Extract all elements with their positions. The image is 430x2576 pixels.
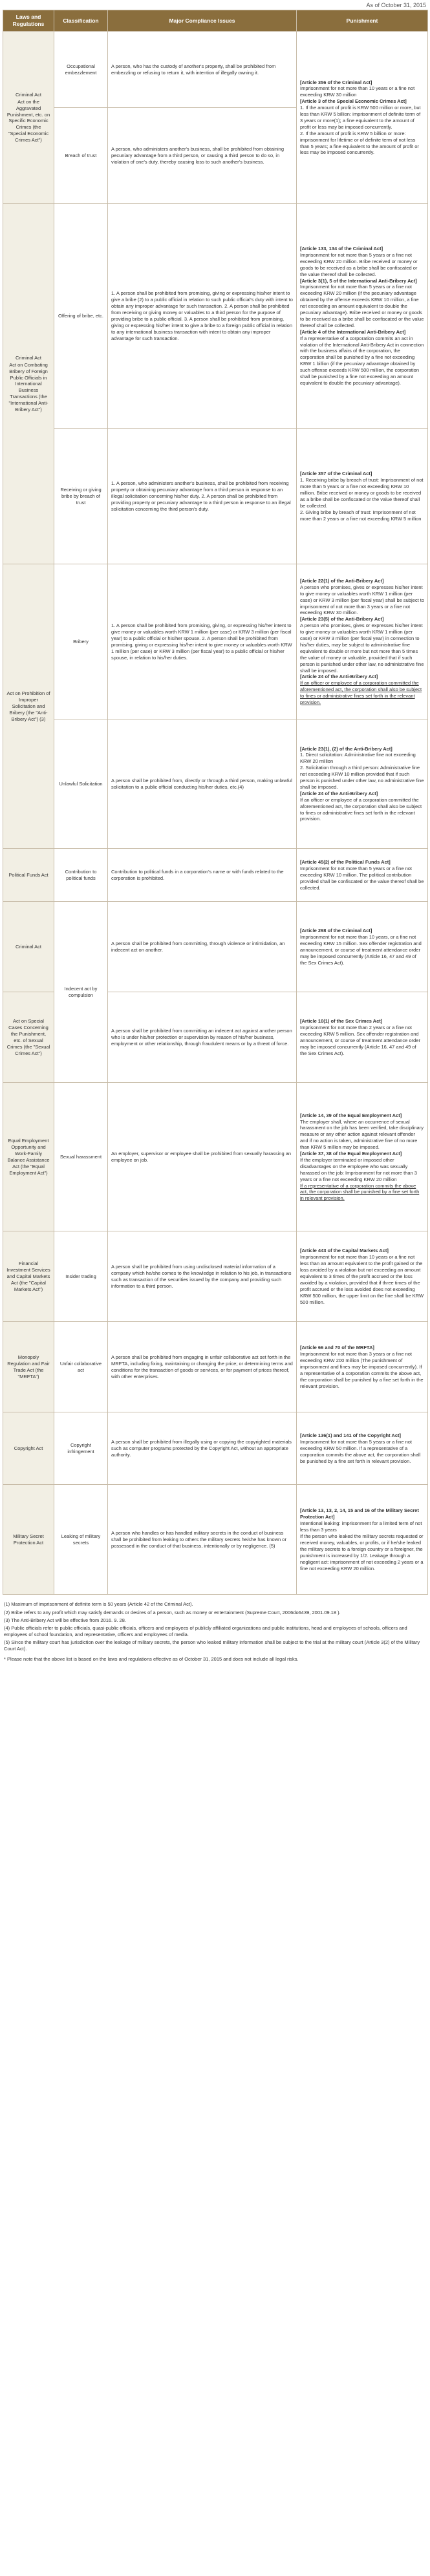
classification-cell: Unlawful Solicitation <box>54 719 108 849</box>
punishment-text: Imprisonment for not more than 5 years or a fine not exceeding KRW 50 million. If a representative of a corporation commits the above act, the corporation shall be punished by a fine set forth in relevant provision. <box>300 1439 421 1464</box>
punishment-text: Imprisonment for not more than 3 years or a fine not exceeding KRW 200 million (The punishment of imprisonment and fines may be imposed concurrently). If a representative of a corporation commits the above act, the corporation shall be punished by a fine set forth in the relevant provision. <box>300 1351 424 1389</box>
punishment-text: If the employer terminated or imposed other disadvantages on the employee who was sexually harassed on the job: Imprisonment for not more than 3 years or a fine not exceeding KRW 20 million <box>300 1156 417 1182</box>
punishment-text: A person who promises, gives or expresses his/her intent to give money or valuables worth KRW 1 million (per case) or KRW 3 million (per fiscal year) shall be subject to imprisonment of not more than 3 years or a fine not exceeding KRW 30 million. <box>300 584 425 616</box>
classification-cell: Offering of bribe, etc. <box>54 204 108 429</box>
compliance-issue-cell: Contribution to political funds in a corporation's name or with funds related to the corporation is prohibited. <box>108 849 297 902</box>
law-cell <box>3 1322 54 1412</box>
punishment-heading: [Article 10(1) of the Sex Crimes Act] <box>300 1018 383 1025</box>
punishment-text: If the person who leaked the military secrets requested or received money, valuables, or profits, or if he/she leaked the military secrets to a foreign country or a foreigner, the punishment is increased by 1/2. Leakage through a negligent act: imprisonment of not exceeding 2 years or a fine not exceeding KRW 20 million. <box>300 1533 424 1571</box>
classification-cell: Contribution to political funds <box>54 849 108 902</box>
header-issues: Major Compliance Issues <box>108 10 297 32</box>
compliance-issue-cell: 1. A person, who administers another's business, shall be prohibited from receiving property or obtaining pecuniary advantage from a third person in response to an illegal solicitation concerning his/her duty. 2. A person shall be prohibited from providing property or pecuniary advantage to a third person in response to an illegal solicitation concerning the third person's duty. <box>108 429 297 564</box>
footnote: (5) Since the military court has jurisdiction over the leakage of military secrets, the person who leaked military information shall be subject to the trial at the military court (Article 3(2) of the Military Court Act). <box>4 1639 420 1652</box>
law-name: Financial Investment Services and Capital Markets Act (the "Capital Markets Act") <box>6 1261 50 1292</box>
punishment-heading: [Article 4 of the International Anti-Bribery Act] <box>300 328 406 335</box>
compliance-issue-cell: A person shall be prohibited from illegally using or copying the copyrighted materials such as computer programs protected by the Copyright Act, without an appropriate authority. <box>108 1412 297 1485</box>
punishment-text: Imprisonment for not more than 5 years or a fine not exceeding KRW 20 million (if the pecuniary advantage obtained by the offense exceeds KRW 10 million, a fine not exceeding an amount equivalent to double the pecuniary advantage). Bribe received or money or goods to be received as a bribe shall be confiscated or the value thereof shall be collected. <box>300 284 424 328</box>
punishment-heading: [Article 136(1) and 141 of the Copyright Act] <box>300 1432 401 1439</box>
law-cell <box>3 564 54 849</box>
table-row <box>3 719 428 849</box>
punishment-heading: [Article 3 of the Special Economic Crimes Act] <box>300 98 407 105</box>
law-name: Criminal Act <box>15 354 41 361</box>
classification-cell: Insider trading <box>54 1231 108 1322</box>
law-name: Political Funds Act <box>8 871 48 878</box>
punishment-heading: [Article 298 of the Criminal Act] <box>300 928 372 934</box>
punishment-heading: [Article 24 of the Anti-Bribery Act] <box>300 790 378 796</box>
table-row <box>3 32 428 108</box>
punishment-cell <box>297 429 428 564</box>
law-name: Criminal Act <box>15 91 41 98</box>
punishment-text: If an officer or employee of a corporation committed the aforementioned act, the corporation shall also be subject to fines or administrative fines set forth in the relevant provision. <box>300 796 422 822</box>
punishment-cell <box>297 32 428 204</box>
table-row <box>3 204 428 429</box>
punishment-text: Imprisonment for not more than 10 years or a fine not exceeding KRW 30 million <box>300 85 415 98</box>
classification-cell: Sexual harassment <box>54 1083 108 1231</box>
compliance-table <box>3 10 428 1595</box>
punishment-text: The employer shall, where an occurrence of sexual harassment on the job has been verified, take disciplinary measure or any other action against relevant offender and if no action is taken, administrative fine of no more than KRW 5 million may be imposed. <box>300 1118 424 1151</box>
punishment-heading: [Article 443 of the Capital Markets Act] <box>300 1248 389 1254</box>
law-name: Copyright Act <box>14 1445 43 1451</box>
law-name: Criminal Act <box>15 943 41 950</box>
law-cell <box>3 1485 54 1595</box>
punishment-heading: [Article 22(1) of the Anti-Bribery Act] <box>300 578 384 584</box>
table-body <box>3 32 428 1595</box>
law-cell <box>3 204 54 564</box>
table-row <box>3 1322 428 1412</box>
as-of-date: As of October 31, 2015 <box>366 2 426 8</box>
punishment-text: 2. Solicitation through a third person: Administrative fine not exceeding KRW 10 million provided that if such person is punished under other law, no administrative fine shall be imposed. <box>300 765 424 790</box>
punishment-heading: [Article 23(1), (2) of the Anti-Bribery Act] <box>300 745 392 752</box>
punishment-text: If an officer or employee of a corporation committed the aforementioned act, the corporation shall also be subject to fines or administrative fines set forth in the relevant provision. <box>300 680 422 705</box>
punishment-heading: [Article 357 of the Criminal Act] <box>300 471 372 477</box>
table-row <box>3 1485 428 1595</box>
table-row <box>3 564 428 719</box>
punishment-text: Imprisonment for not more than 5 years or a fine not exceeding KRW 20 million. Bribe received or money or goods to be received as a bribe shall be confiscated or the value thereof shall be collected. <box>300 252 418 277</box>
classification-cell: Indecent act by compulsion <box>54 902 108 1083</box>
punishment-cell <box>297 992 428 1083</box>
punishment-cell <box>297 902 428 992</box>
punishment-heading: [Article 133, 134 of the Criminal Act] <box>300 246 383 252</box>
punishment-text: If a representative of a corporation commits the above act, the corporation shall be punished by a fine set forth in relevant provision. <box>300 1182 420 1202</box>
footnote: (2) Bribe refers to any profit which may satisfy demands or desires of a person, such as money or entertainment (Supreme Court, 2006do6439, 2001.09.18 ). <box>4 1609 341 1615</box>
punishment-text: Imprisonment for not more than 10 years or a fine not less than an amount equivalent to the profit gained or the loss avoided by a violation but not exceeding an amount equivalent to 3 times of the profit accrued or the loss avoided by a violation, provided that if three times of the profit accrued or the loss avoided does not exceeding KRW 500 million, the upper limit on the fine shall be KRW 500 million. <box>300 1254 424 1305</box>
punishment-cell <box>297 1322 428 1412</box>
punishment-text: A person who promises, gives or expresses his/her intent to give money or valuables worth KRW 1 million (per case) or KRW 3 million (per fiscal year) in connection to his/her duties, may be subject to administrative fine equivalent to double or more but not more than 5 times the value of money or valuable, provided that if such person is punished under other law, no administrative fine shall be imposed. <box>300 623 424 674</box>
compliance-issue-cell: An employer, supervisor or employee shall be prohibited from sexually harassing an employee on job. <box>108 1083 297 1231</box>
law-cell <box>3 1412 54 1485</box>
law-name: Act on the Aggravated Punishment, etc. on Specific Economic Crimes (the "Special Economic Crimes Act") <box>6 98 50 144</box>
punishment-text: 1. Receiving bribe by breach of trust: Imprisonment of not more than 5 years or a fine not exceeding KRW 10 million. Bribe received or money or goods to be received as a bribe shall be confiscated or the value thereof shall be collected. <box>300 477 424 509</box>
punishment-cell <box>297 849 428 902</box>
compliance-issue-cell: A person shall be prohibited from engaging in unfair collaborative act set forth in the MRFTA, including fixing, maintaining or changing the price; or determining terms and conditions for the transaction of goods or services, or for payment of prices thereof, with other enterprises. <box>108 1322 297 1412</box>
footnotes <box>4 1601 426 1663</box>
compliance-issue-cell: 1. A person shall be prohibited from promising, giving or expressing his/her intent to give a bribe (2) to a public official in relation to such public official's duty with intent to obtain any improper advantage for such transaction. 2. A person shall be prohibited from receiving or giving money or valuables to a third person for the purpose of providing bribe to a public official. 3. A person shall be prohibited from promising, giving or expressing his/her intent to give a bribe to a foreign public official in relation to any international business transaction with intent to obtain any improper advantage for such transaction. <box>108 204 297 429</box>
punishment-cell <box>297 1412 428 1485</box>
law-cell <box>3 1231 54 1322</box>
compliance-issue-cell: 1. A person shall be prohibited from promising, giving, or expressing his/her intent to give money or valuables worth KRW 1 million (per case) or KRW 3 million (per fiscal year) to a public official or his/her spouse. 2. A person shall be prohibited from promising, giving or expressing his/her intent to give money or valuables worth KRW 1 million (per case) or KRW 3 million (per fiscal year) to a public official or his/her spouse, in relation to his/her duties. <box>108 564 297 719</box>
header-classification: Classification <box>54 10 108 32</box>
law-name: Act on Special Cases Concerning the Punishment, etc. of Sexual Crimes (the "Sexual Crimes Act") <box>6 1018 50 1056</box>
punishment-heading: [Article 13, 13, 2, 14, 15 and 16 of the Military Secret Protection Act] <box>300 1507 419 1520</box>
punishment-heading: [Article 24 of the Anti-Bribery Act] <box>300 674 378 680</box>
classification-cell: Leaking of military secrets <box>54 1485 108 1595</box>
table-header-row <box>3 10 428 32</box>
classification-cell: Unfair collaborative act <box>54 1322 108 1412</box>
law-name: Military Secret Protection Act <box>13 1533 44 1546</box>
classification-cell: Copyright infringement <box>54 1412 108 1485</box>
table-row <box>3 429 428 564</box>
law-name: Act on Combating Bribery of Foreign Public Officials in International Business Transactions (the "International Anti-Bribery Act") <box>8 361 48 413</box>
table-row <box>3 1083 428 1231</box>
punishment-heading: [Article 37, 38 of the Equal Employment Act] <box>300 1151 402 1157</box>
law-cell <box>3 992 54 1083</box>
punishment-cell <box>297 1231 428 1322</box>
punishment-text: 1. If the amount of profit is KRW 500 million or more, but less than KRW 5 billion: imprisonment of definite term of 3 years or more(1); a fine equivalent to the amount of profit or less may be imposed concurrently. <box>300 105 421 130</box>
punishment-text: Imprisonment for not more than 2 years or a fine not exceeding KRW 5 million. Sex offender registration and announcement, or course of treatment attendance order may be imposed concurrently (Article 16, 47 and 49 of the Sex Crimes Act). <box>300 1025 420 1056</box>
law-name: Equal Employment Opportunity and Work-Family Balance Assistance Act (the "Equal Employment Act") <box>7 1138 50 1176</box>
table-row <box>3 902 428 992</box>
header-punishment: Punishment <box>297 10 428 32</box>
punishment-text: Imprisonment for not more than 5 years or a fine not exceeding KRW 10 million. The political contribution provided shall be confiscated or the value thereof shall be collected. <box>300 866 424 891</box>
punishment-heading: [Article 14, 39 of the Equal Employment Act] <box>300 1112 402 1118</box>
law-name: Act on Prohibition of Improper Solicitation and Bribery (the "Anti-Bribery Act") (3) <box>6 690 50 722</box>
footnote: (1) Maximum of imprisonment of definite term is 50 years (Article 42 of the Criminal Act). <box>4 1601 193 1608</box>
classification-cell: Occupational embezzlement <box>54 32 108 108</box>
table-row <box>3 1231 428 1322</box>
table-row <box>3 1412 428 1485</box>
punishment-cell <box>297 204 428 429</box>
punishment-text: 2. Giving bribe by breach of trust: Imprisonment of not more than 2 years or a fine not exceeding KRW 5 million <box>300 509 422 522</box>
punishment-text: 1. Direct solicitation: Administrative fine not exceeding KRW 20 million <box>300 752 416 765</box>
law-cell <box>3 849 54 902</box>
compliance-issue-cell: A person shall be prohibited from committing an indecent act against another person who is under his/her protection or supervision by reason of his/her business, employment or other relationship, through fraudulent means or by a threat of force. <box>108 992 297 1083</box>
compliance-issue-cell: A person, who has the custody of another's property, shall be prohibited from embezzling or refusing to return it, with intention of illegally owning it. <box>108 32 297 108</box>
law-cell <box>3 32 54 204</box>
compliance-issue-cell: A person who handles or has handled military secrets in the conduct of business shall be prohibited from leaking to others the military secrets he/she has known or possessed in the conduct of that business, intentionally or by negligence. (5) <box>108 1485 297 1595</box>
law-name: Monopoly Regulation and Fair Trade Act (the "MRFTA") <box>7 1354 50 1379</box>
law-cell <box>3 902 54 992</box>
footnote: (4) Public officials refer to public officials, quasi-public officials, officers and employees of publicly affiliated organizations and public institutions, head and employees of schools, officers and employees of school foundation, and representative, officers and employees of media. <box>4 1624 407 1637</box>
punishment-cell <box>297 564 428 719</box>
compliance-issue-cell: A person, who administers another's business, shall be prohibited from obtaining pecuniary advantage from a third person, or causing a third person to do so, in violation of one's duty, thereby causing loss to such another's business. <box>108 108 297 204</box>
punishment-heading: [Article 356 of the Criminal Act] <box>300 79 372 85</box>
table-row <box>3 849 428 902</box>
punishment-cell <box>297 719 428 849</box>
punishment-heading: [Article 45(2) of the Political Funds Act] <box>300 859 391 866</box>
header-laws: Laws and Regulations <box>3 10 54 32</box>
punishment-heading: [Article 23(5) of the Anti-Bribery Act] <box>300 616 384 623</box>
disclaimer-note: * Please note that the above list is based on the laws and regulations effective as of October 31, 2015 and does not include all legal risks. <box>4 1656 299 1663</box>
footnote: (3) The Anti-Bribery Act will be effective from 2016. 9. 28. <box>4 1617 126 1623</box>
punishment-cell <box>297 1083 428 1231</box>
punishment-heading: [Article 3(1), 5 of the International Anti-Bribery Act] <box>300 277 417 284</box>
punishment-text: Imprisonment for not more than 10 years, or a fine not exceeding KRW 15 million. Sex offender registration and announcement, or course of treatment attendance order may be imposed concurrently (Article 16, 47 and 49 of the Sex Crimes Act). <box>300 934 422 966</box>
punishment-heading: [Article 66 and 70 of the MRFTA] <box>300 1345 374 1351</box>
compliance-issue-cell: A person shall be prohibited from, directly or through a third person, making unlawful solicitation to a public official conducting his/her duties, etc.(4) <box>108 719 297 849</box>
classification-cell: Breach of trust <box>54 108 108 204</box>
punishment-text: Intentional leaking: imprisonment for a limited term of not less than 3 years <box>300 1520 422 1533</box>
classification-cell: Bribery <box>54 564 108 719</box>
classification-cell: Receiving or giving bribe by breach of trust <box>54 429 108 564</box>
compliance-issue-cell: A person shall be prohibited from using undisclosed material information of a company which he/she comes to the knowledge in relation to his job, in transactions such as transaction of the securities issued by the company and providing such information to a third person. <box>108 1231 297 1322</box>
punishment-text: If a representative of a corporation commits an act in violation of the International Anti-Bribery Act in connection with the business affairs of the corporation, the corporation shall be punished by a fine not exceeding KRW 1 billion (if the pecuniary advantage obtained by such offense exceeds KRW 500 million, the corporation shall be punished by a fine not exceeding an amount equivalent to double the pecuniary advantage). <box>300 335 424 386</box>
punishment-cell <box>297 1485 428 1595</box>
punishment-text: 2. If the amount of profit is KRW 5 billion or more: imprisonment for lifetime or of definite term of not less than 5 years; a fine equivalent to the amount of profit or less may be imposed concurrently. <box>300 130 419 156</box>
law-cell <box>3 1083 54 1231</box>
compliance-issue-cell: A person shall be prohibited from committing, through violence or intimidation, an indecent act on another. <box>108 902 297 992</box>
